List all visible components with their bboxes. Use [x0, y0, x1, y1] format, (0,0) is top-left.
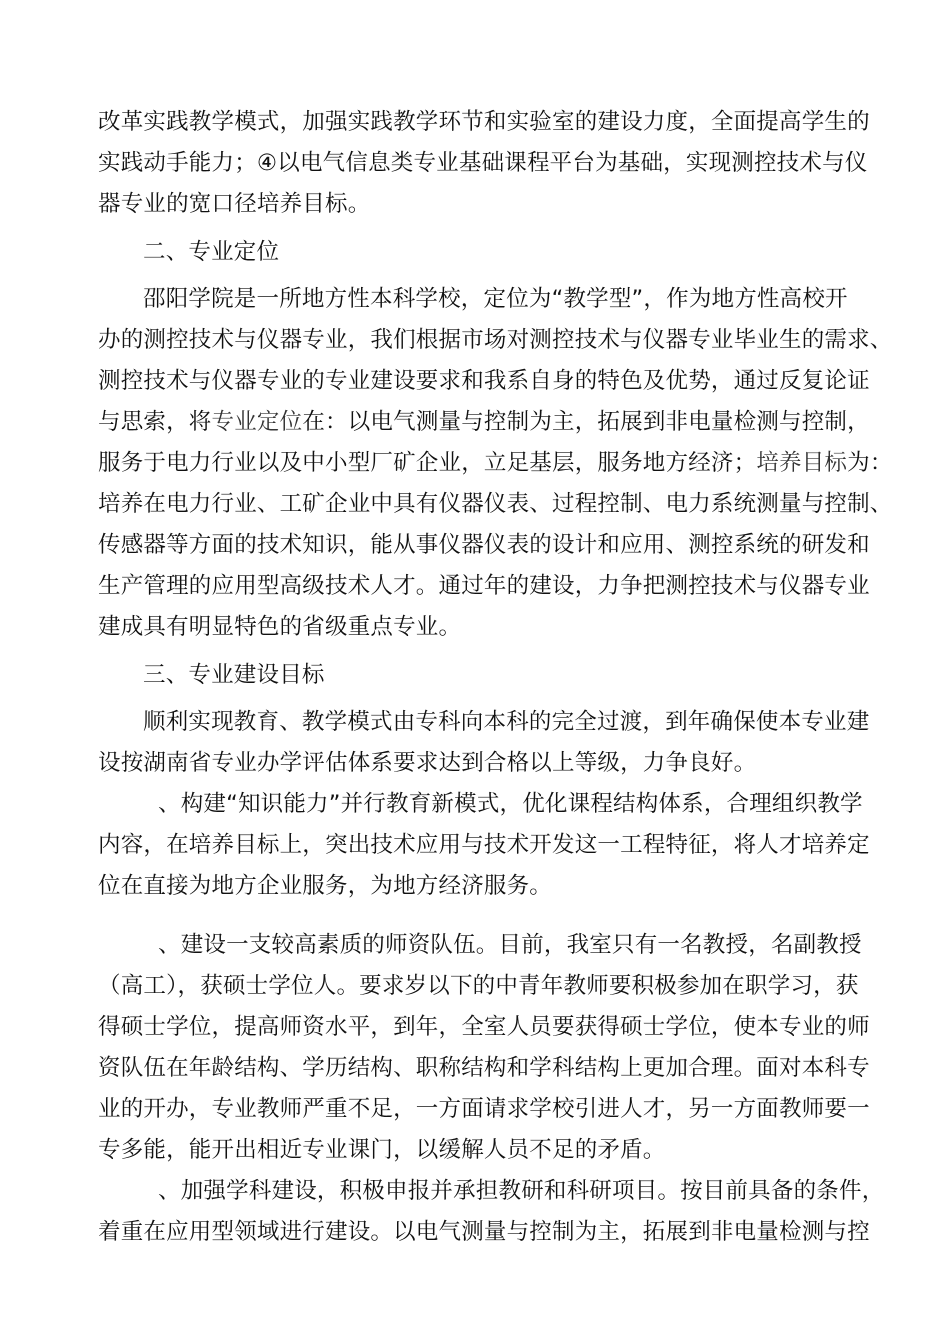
para-item1-line-2: 内容，在培养目标上，突出技术应用与技术开发这一工程特征，将人才培养定 [98, 832, 870, 858]
para-item2-line-3: 得硕士学位，提高师资水平，到年，全室人员要获得硕士学位，使本专业的师 [98, 1014, 870, 1040]
para-goals-line-1: 顺利实现教育、教学模式由专科向本科的完全过渡，到年确保使本专业建 [143, 709, 870, 735]
para-item2-line-5: 业的开办，专业教师严重不足，一方面请求学校引进人才，另一方面教师要一 [98, 1096, 870, 1122]
para-positioning-line-7: 传感器等方面的技术知识，能从事仪器仪表的设计和应用、测控系统的研发和 [98, 532, 870, 558]
para-positioning-line-1: 邵阳学院是一所地方性本科学校，定位为“教学型”，作为地方性高校开 [143, 286, 848, 312]
para-positioning-line-9: 建成具有明显特色的省级重点专业。 [98, 614, 462, 640]
term-professional-positioning: 专业定位 [211, 409, 303, 435]
text-run: 在：以电气测量与控制为主，拓展到非电量检测与控制， [302, 409, 870, 435]
para-positioning-line-4 [98, 407, 870, 437]
heading-positioning: 二、专业定位 [143, 239, 280, 265]
heading-goals: 三、专业建设目标 [143, 662, 325, 688]
para-item3-line-1: 、加强学科建设，积极申报并承担教研和科研项目。按目前具备的条件， [158, 1178, 885, 1204]
para-item3-line-2: 着重在应用型领域进行建设。以电气测量与控制为主，拓展到非电量检测与控 [98, 1219, 870, 1245]
para-intro-line-3: 器专业的宽口径培养目标。 [98, 191, 371, 217]
para-positioning-line-5 [98, 448, 893, 478]
para-item1-line-3: 位在直接为地方企业服务，为地方经济服务。 [98, 873, 553, 899]
para-item2-line-6: 专多能，能开出相近专业课门，以缓解人员不足的矛盾。 [98, 1137, 666, 1163]
para-item2-line-4: 资队伍在年龄结构、学历结构、职称结构和学科结构上更加合理。面对本科专 [98, 1055, 870, 1081]
para-positioning-line-2: 办的测控技术与仪器专业，我们根据市场对测控技术与仪器专业毕业生的需求、 [98, 327, 893, 353]
para-intro-line-1: 改革实践教学模式，加强实践教学环节和实验室的建设力度，全面提高学生的 [98, 109, 870, 135]
para-goals-line-2: 设按湖南省专业办学评估体系要求达到合格以上等级，力争良好。 [98, 750, 757, 776]
para-intro-line-2: 实践动手能力；④以电气信息类专业基础课程平台为基础，实现测控技术与仪 [98, 150, 868, 176]
text-run: 为： [847, 450, 893, 476]
para-item1-line-1: 、构建“知识能力”并行教育新模式，优化课程结构体系，合理组织教学 [158, 791, 863, 817]
para-positioning-line-3: 测控技术与仪器专业的专业建设要求和我系自身的特色及优势，通过反复论证 [98, 368, 870, 394]
para-positioning-line-6: 培养在电力行业、工矿企业中具有仪器仪表、过程控制、电力系统测量与控制、 [98, 491, 893, 517]
para-item2-line-2: （高工），获硕士学位人。要求岁以下的中青年教师要积极参加在职学习，获 [98, 973, 859, 999]
text-run: 服务于电力行业以及中小型厂矿企业，立足基层，服务地方经济； [98, 450, 757, 476]
para-positioning-line-8: 生产管理的应用型高级技术人才。通过年的建设，力争把测控技术与仪器专业 [98, 573, 870, 599]
term-training-goal: 培养目标 [756, 450, 848, 476]
text-run: 与思索，将 [98, 409, 212, 435]
para-item2-line-1: 、建设一支较高素质的师资队伍。目前，我室只有一名教授，名副教授 [158, 932, 862, 958]
